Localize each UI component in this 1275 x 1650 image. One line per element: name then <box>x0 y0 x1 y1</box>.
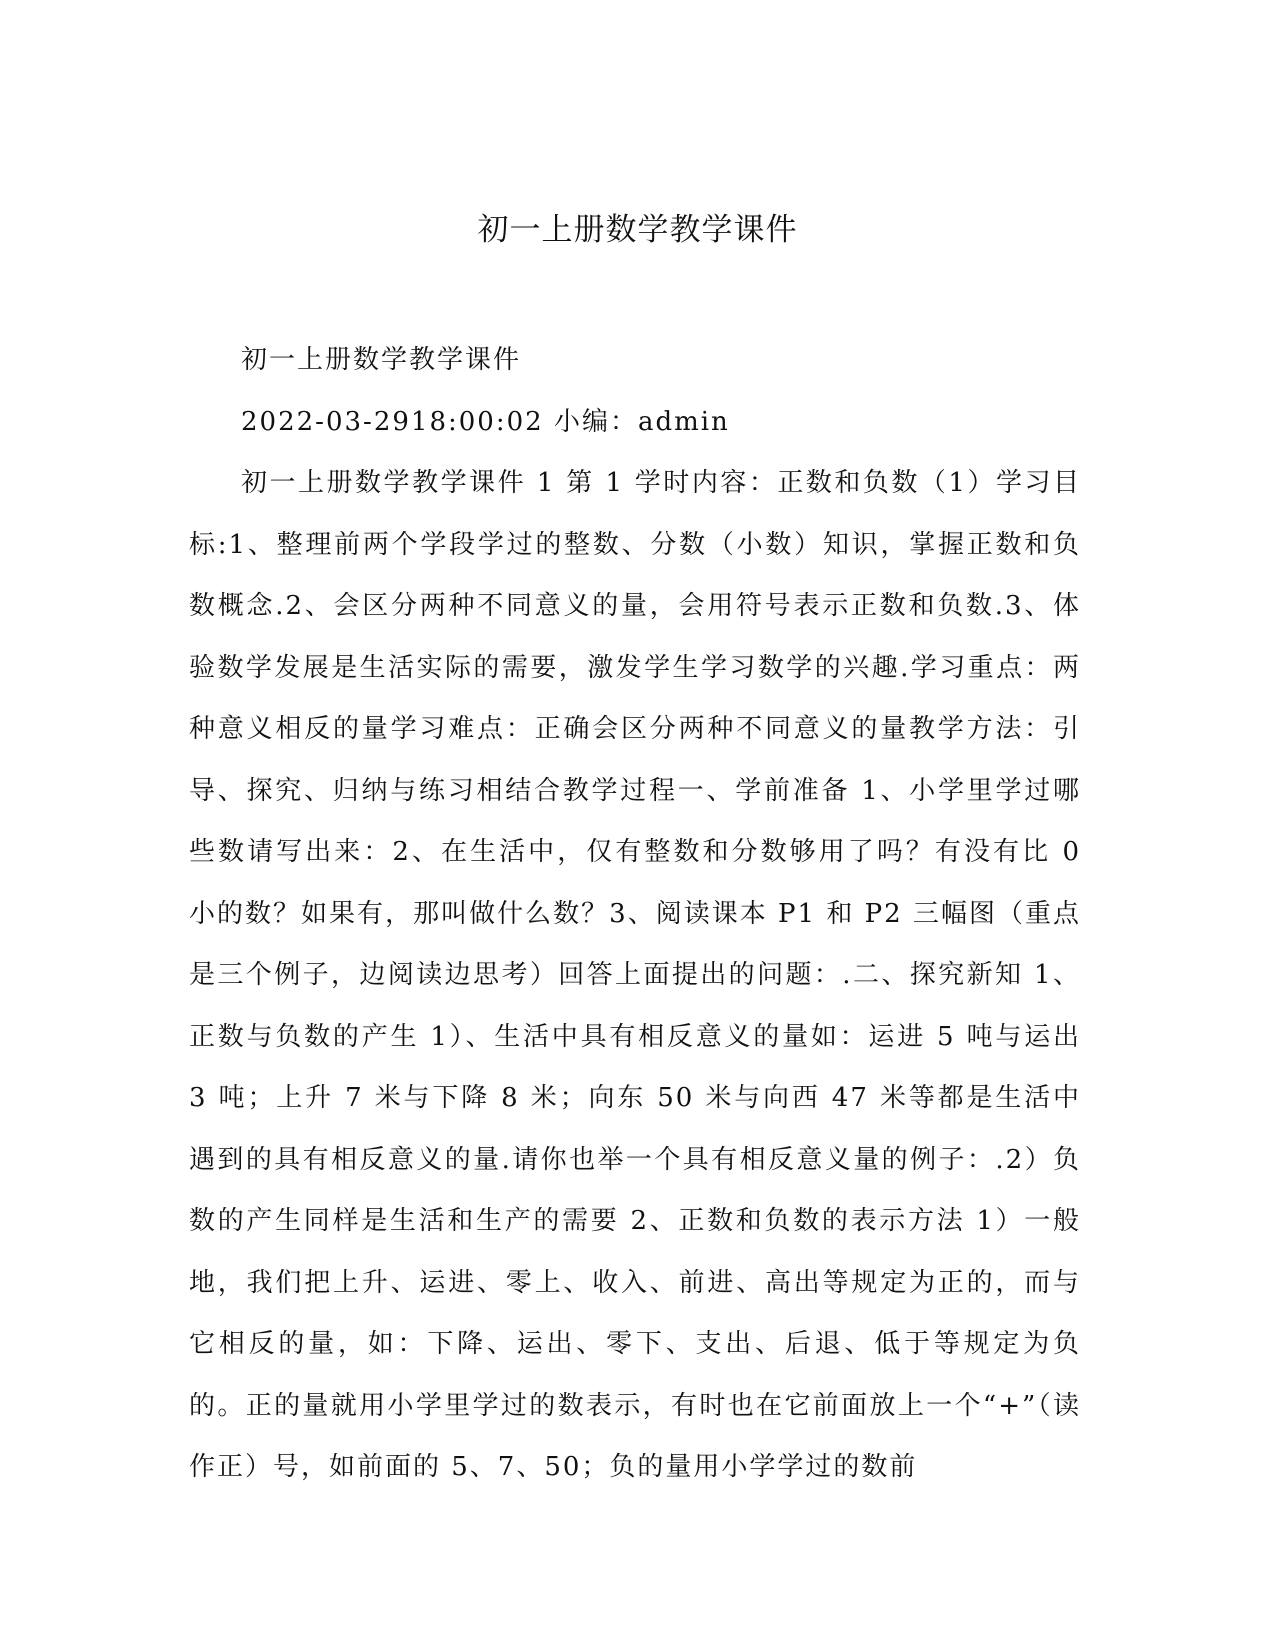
body-paragraph: 初一上册数学教学课件 1 第 1 学时内容：正数和负数（1）学习目标:1、整理前两个学段学过的整数、分数（小数）知识，掌握正数和负数概念.2、会区分两种不同意义的量，会用符号表示正数和负数.3、体验数学发展是生活实际的需要，激发学生学习数学的兴趣.学习重点：两种意义相反的量学习难点：正确会区分两种不同意义的量教学方法：引导、探究、归纳与练习相结合教学过程一、学前准备 1、小学里学过哪些数请写出来：2、在生活中，仅有整数和分数够用了吗？有没有比 0 小的数？如果有，那叫做什么数？3、阅读课本 P1 和 P2 三幅图（重点是三个例子，边阅读边思考）回答上面提出的问题：.二、探究新知 1、正数与负数的产生 1）、生活中具有相反意义的量如：运进 5 吨与运出 3 吨；上升 7 米与下降 8 米；向东 50 米与向西 47 米等都是生活中遇到的具有相反意义的量.请你也举一个具有相反意义量的例子：.2）负数的产生同样是生活和生产的需要 2、正数和负数的表示方法 1）一般地，我们把上升、运进、零上、收入、前进、高出等规定为正的，而与它相反的量，如：下降、运出、零下、支出、后退、低于等规定为负的。正的量就用小学里学过的数表示，有时也在它前面放上一个“+”（读作正）号，如前面的 5、7、50；负的量用小学学过的数前 <box>189 468 1081 1482</box>
document-title: 初一上册数学教学课件 <box>477 212 798 248</box>
meta-line: 2022-03-2918:00:02 小编：admin <box>241 406 730 437</box>
document-content <box>189 330 1081 1499</box>
subtitle-line: 初一上册数学教学课件 <box>241 345 522 375</box>
